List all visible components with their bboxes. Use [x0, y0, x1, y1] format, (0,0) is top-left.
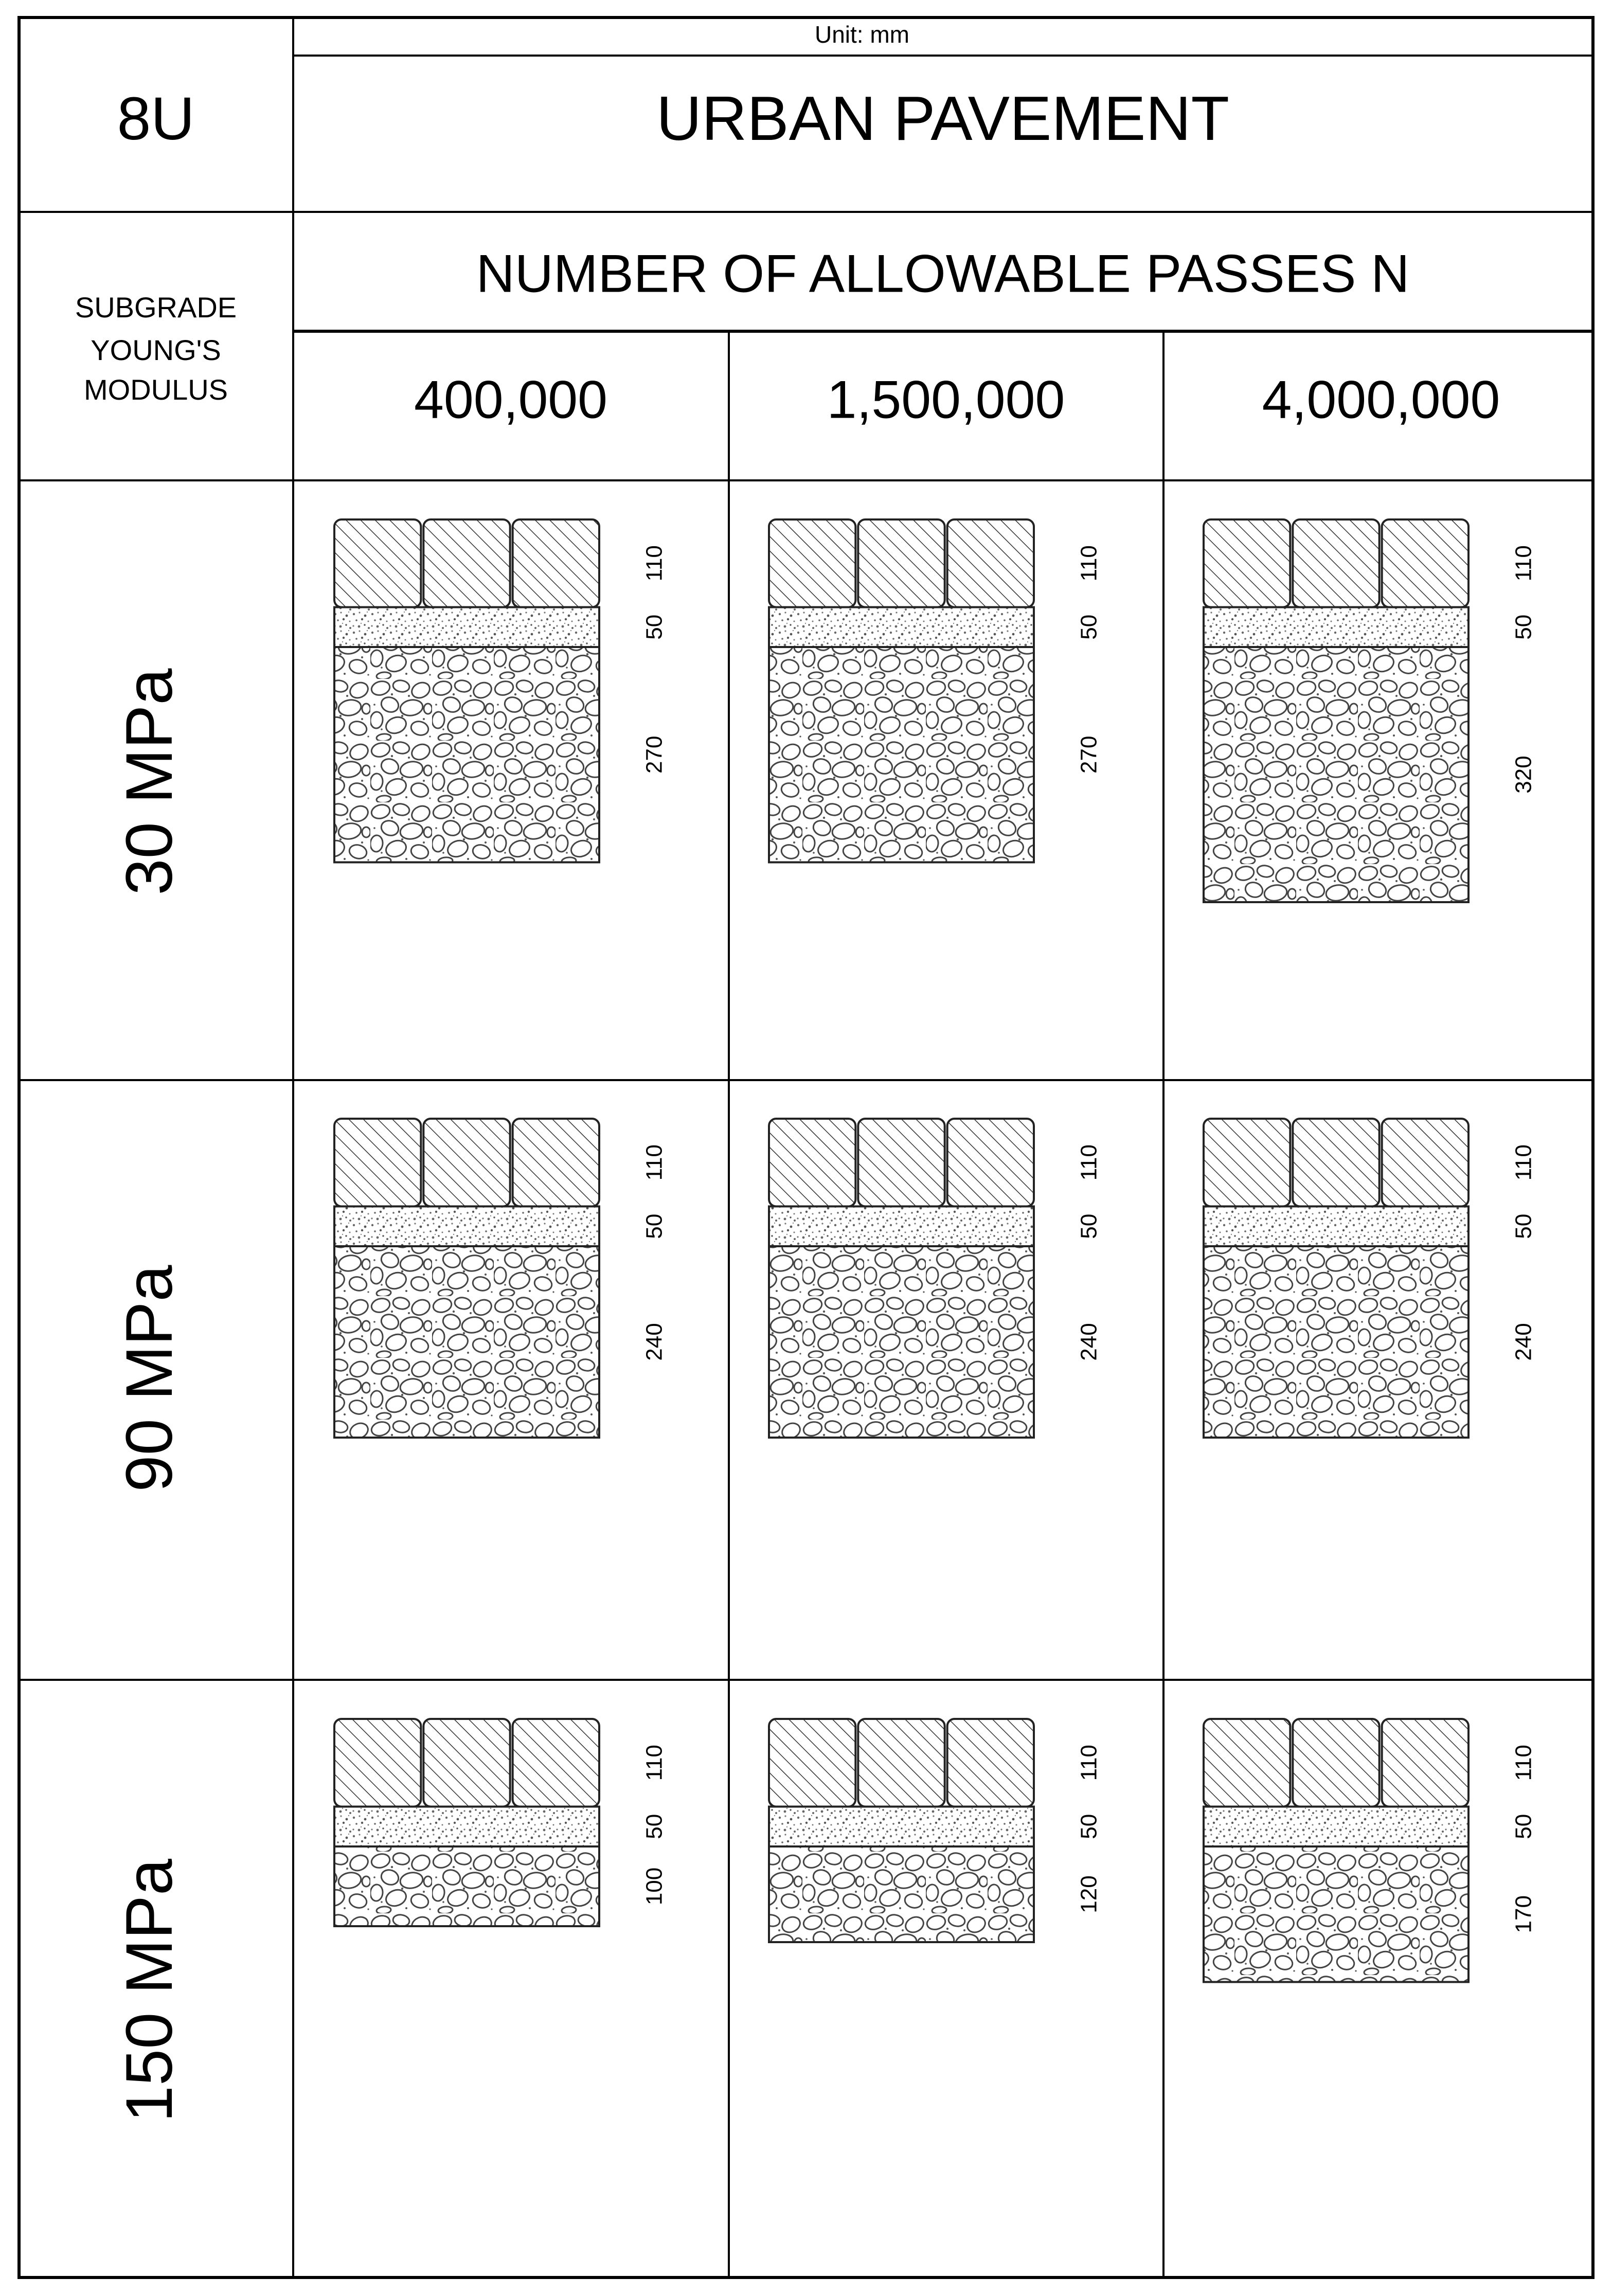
sand-layer [769, 1207, 1034, 1247]
paving-block [858, 1719, 944, 1807]
passes-title: NUMBER OF ALLOWABLE PASSES N [476, 244, 1410, 304]
row-header-line1: SUBGRADE [75, 291, 237, 324]
sand-thickness-label: 50 [1511, 1213, 1536, 1239]
paving-block [858, 519, 944, 607]
sand-thickness-label: 50 [1511, 614, 1536, 640]
pavement-code: 8U [117, 85, 195, 153]
pavement-section [334, 1719, 667, 1926]
block-thickness-label: 110 [641, 545, 667, 582]
paving-block [423, 1719, 510, 1807]
block-thickness-label: 110 [1076, 1745, 1102, 1781]
pavement-section [769, 519, 1102, 863]
row-header-line2: YOUNG'S [91, 333, 221, 366]
block-thickness-label: 110 [1511, 1144, 1536, 1181]
base-thickness-label: 170 [1511, 1895, 1536, 1933]
sand-thickness-label: 50 [641, 1814, 667, 1839]
base-thickness-label: 320 [1511, 756, 1536, 794]
pavement-section [1204, 519, 1536, 902]
pavement-section [1204, 1719, 1536, 1982]
block-thickness-label: 110 [1511, 545, 1536, 582]
sand-layer [334, 1207, 599, 1247]
base-thickness-label: 240 [641, 1323, 667, 1361]
sand-thickness-label: 50 [1076, 614, 1102, 640]
sand-thickness-label: 50 [1076, 1213, 1102, 1239]
paving-block [858, 1119, 944, 1207]
block-thickness-label: 110 [1076, 545, 1102, 582]
sand-layer [769, 1807, 1034, 1847]
passes-column-2: 1,500,000 [827, 370, 1065, 430]
paving-block [1204, 519, 1290, 607]
paving-block [334, 519, 421, 607]
paving-block [769, 1719, 855, 1807]
gravel-base-layer [334, 1846, 599, 1926]
paving-block [513, 1119, 599, 1207]
sand-layer [334, 1807, 599, 1847]
pavement-section [769, 1119, 1102, 1438]
page-title: URBAN PAVEMENT [656, 83, 1229, 154]
paving-block [334, 1719, 421, 1807]
sand-layer [1204, 1207, 1468, 1247]
pavement-section [334, 1119, 667, 1438]
paving-block [1382, 1719, 1468, 1807]
gravel-base-layer [334, 647, 599, 863]
base-thickness-label: 240 [1076, 1323, 1102, 1361]
paving-block [334, 1119, 421, 1207]
paving-block [423, 1119, 510, 1207]
gravel-base-layer [769, 1846, 1034, 1942]
gravel-base-layer [1204, 1846, 1468, 1982]
paving-block [947, 1719, 1034, 1807]
pavement-section [769, 1719, 1102, 1942]
paving-block [423, 519, 510, 607]
passes-column-3: 4,000,000 [1262, 370, 1500, 430]
sand-layer [1204, 607, 1468, 648]
paving-block [1293, 1719, 1379, 1807]
block-thickness-label: 110 [641, 1745, 667, 1781]
block-thickness-label: 110 [641, 1144, 667, 1181]
paving-block [513, 519, 599, 607]
paving-block [769, 519, 855, 607]
pavement-sections [334, 519, 1536, 1982]
row-label-90mpa: 90 MPa [112, 1265, 186, 1492]
sand-thickness-label: 50 [641, 1213, 667, 1239]
paving-block [1204, 1719, 1290, 1807]
base-thickness-label: 240 [1511, 1323, 1536, 1361]
sand-thickness-label: 50 [1511, 1814, 1536, 1839]
sand-thickness-label: 50 [1076, 1814, 1102, 1839]
sand-layer [334, 607, 599, 648]
sand-layer [769, 607, 1034, 648]
paving-block [1382, 519, 1468, 607]
pavement-section [1204, 1119, 1536, 1438]
gravel-base-layer [1204, 647, 1468, 902]
gravel-base-layer [334, 1246, 599, 1438]
passes-column-1: 400,000 [414, 370, 607, 430]
paving-block [1293, 519, 1379, 607]
row-header-line3: MODULUS [83, 373, 228, 406]
paving-block [1204, 1119, 1290, 1207]
base-thickness-label: 270 [1076, 736, 1102, 774]
row-label-30mpa: 30 MPa [112, 668, 186, 895]
base-thickness-label: 120 [1076, 1875, 1102, 1913]
block-thickness-label: 110 [1076, 1144, 1102, 1181]
paving-block [1382, 1119, 1468, 1207]
paving-block [769, 1119, 855, 1207]
unit-note: Unit: mm [815, 21, 909, 48]
base-thickness-label: 270 [641, 736, 667, 774]
gravel-base-layer [769, 1246, 1034, 1438]
gravel-base-layer [1204, 1246, 1468, 1438]
paving-block [513, 1719, 599, 1807]
pavement-section [334, 519, 667, 863]
paving-block [947, 1119, 1034, 1207]
paving-block [947, 519, 1034, 607]
block-thickness-label: 110 [1511, 1745, 1536, 1781]
sand-thickness-label: 50 [641, 614, 667, 640]
base-thickness-label: 100 [641, 1867, 667, 1906]
row-label-150mpa: 150 MPa [112, 1858, 186, 2123]
gravel-base-layer [769, 647, 1034, 863]
paving-block [1293, 1119, 1379, 1207]
sand-layer [1204, 1807, 1468, 1847]
